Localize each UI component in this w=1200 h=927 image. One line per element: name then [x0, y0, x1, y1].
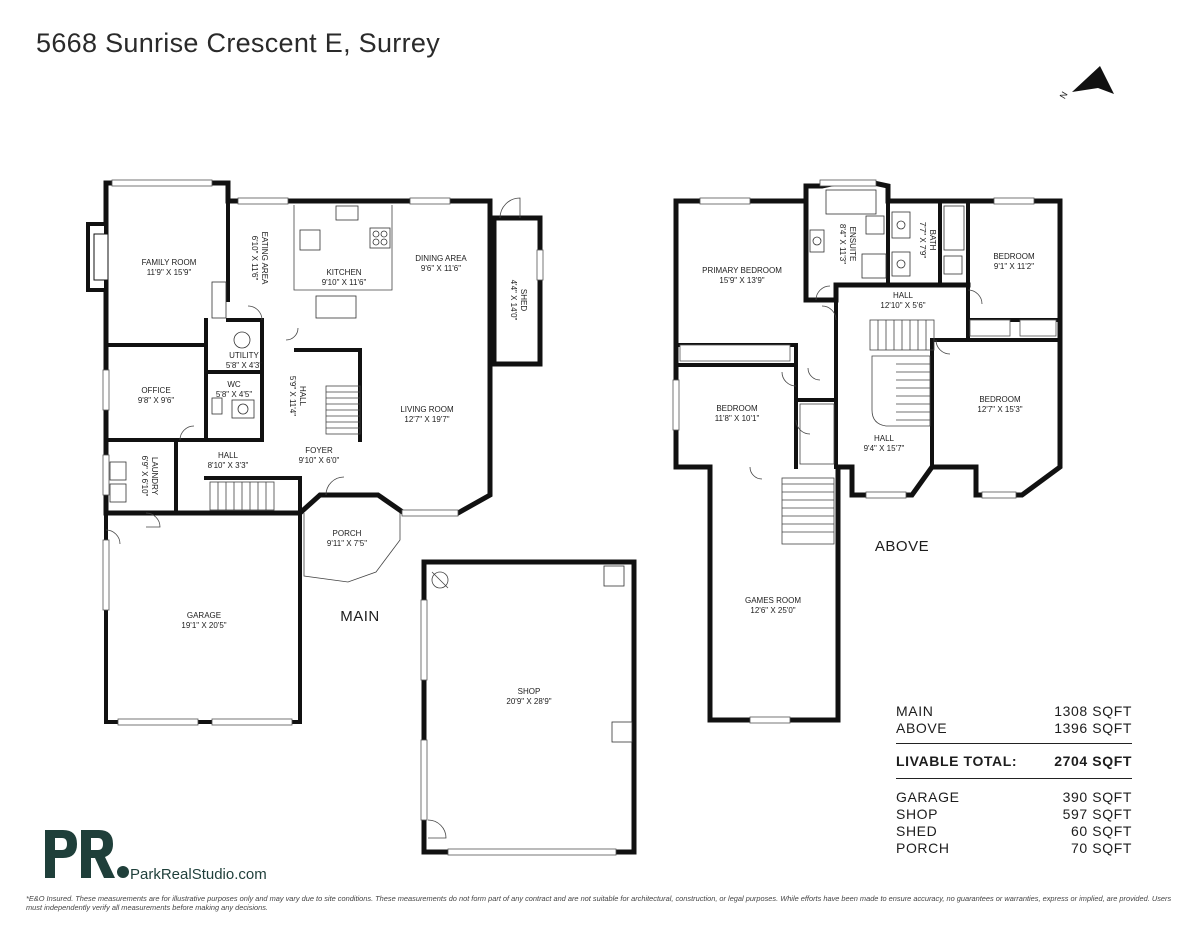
room-eating-size: 6'10" X 11'6"	[250, 235, 259, 281]
area-value: 597 SQFT	[1062, 806, 1132, 822]
compass-label: N	[1057, 89, 1070, 101]
area-label: SHED	[896, 823, 938, 839]
area-total-label: LIVABLE TOTAL:	[896, 753, 1018, 769]
room-primary-size: 15'9" X 13'9"	[719, 276, 765, 285]
room-hall-top-size: 12'10" X 5'6"	[880, 301, 926, 310]
disclaimer-text: *E&O Insured. These measurements are for illustrative purposes only and may vary due to site conditions. These measurements do not form part of any contract and are not suitable for architectural, construction, or legal purposes. While efforts have been made to ensure accuracy, no guarantees or warranties, express or implied, are provided. Users must independently verify all measurements before making any decisions.	[26, 894, 1172, 912]
room-office-name: OFFICE	[141, 386, 171, 395]
area-value: 60 SQFT	[1071, 823, 1132, 839]
room-utility-name: UTILITY	[229, 351, 259, 360]
room-ensuite-size: 8'4" X 11'3"	[838, 223, 847, 265]
room-eating-name: EATING AREA	[260, 231, 269, 285]
room-family-size: 11'9" X 15'9"	[146, 268, 192, 277]
room-shop-size: 20'9" X 28'9"	[506, 697, 552, 706]
room-living-name: LIVING ROOM	[400, 405, 454, 414]
area-label: GARAGE	[896, 789, 960, 805]
area-row	[896, 720, 1132, 737]
room-laundry-size: 6'9" X 6'10"	[140, 455, 149, 497]
area-total-row	[896, 743, 1132, 772]
room-garage-size: 19'1" X 20'5"	[181, 621, 227, 630]
room-wc-size: 5'8" X 4'5"	[215, 390, 253, 399]
room-bedroom-e-name: BEDROOM	[979, 395, 1021, 404]
room-porch-size: 9'11" X 7'5"	[326, 539, 368, 548]
room-foyer-name: FOYER	[305, 446, 333, 455]
area-label: PORCH	[896, 840, 950, 856]
upper-stairs	[782, 320, 934, 544]
room-porch-name: PORCH	[332, 529, 362, 538]
room-dining-size: 9'6" X 11'6"	[420, 264, 462, 273]
room-bath-size: 7'7" X 7'9"	[918, 221, 927, 259]
room-bedroom-w-size: 11'8" X 10'1"	[714, 414, 760, 423]
area-row	[896, 823, 1132, 840]
brand-website: ParkRealStudio.com	[130, 866, 267, 883]
room-games-name: GAMES ROOM	[744, 596, 802, 605]
room-hall-center-size: 5'9" X 11'4"	[288, 375, 297, 417]
area-row	[896, 703, 1132, 720]
room-primary-name: PRIMARY BEDROOM	[702, 266, 782, 275]
room-hall-mid-size: 9'4" X 15'7"	[863, 444, 905, 453]
room-bedroom-ne-size: 9'1" X 11'2"	[993, 262, 1035, 271]
room-wc-name: WC	[227, 380, 241, 389]
floor-label-above: ABOVE	[874, 538, 930, 555]
area-total-value: 2704 SQFT	[1054, 753, 1132, 769]
room-kitchen-name: KITCHEN	[326, 268, 362, 277]
room-hall-mid-name: HALL	[873, 434, 895, 443]
room-bedroom-w-name: BEDROOM	[716, 404, 758, 413]
room-family-name: FAMILY ROOM	[141, 258, 197, 267]
room-utility-size: 5'8" X 4'3"	[225, 361, 263, 370]
room-bedroom-ne-name: BEDROOM	[993, 252, 1035, 261]
area-label: MAIN	[896, 703, 934, 719]
upper-room-labels	[702, 222, 1035, 615]
room-hall-lower-name: HALL	[217, 451, 239, 460]
area-row	[896, 840, 1132, 857]
area-value: 1308 SQFT	[1054, 703, 1132, 719]
compass-north-arrow-icon	[1058, 66, 1114, 101]
room-shop-name: SHOP	[517, 687, 541, 696]
area-value: 390 SQFT	[1062, 789, 1132, 805]
room-foyer-size: 9'10" X 6'0"	[298, 456, 340, 465]
room-games-size: 12'6" X 25'0"	[750, 606, 796, 615]
room-hall-lower-size: 8'10" X 3'3"	[207, 461, 249, 470]
room-living-size: 12'7" X 19'7"	[404, 415, 450, 424]
area-label: SHOP	[896, 806, 939, 822]
area-value: 70 SQFT	[1071, 840, 1132, 856]
room-kitchen-size: 9'10" X 11'6"	[321, 278, 367, 287]
room-bedroom-e-size: 12'7" X 15'3"	[977, 405, 1023, 414]
page-title: 5668 Sunrise Crescent E, Surrey	[36, 28, 440, 58]
area-row	[896, 789, 1132, 806]
room-ensuite-name: ENSUITE	[848, 226, 857, 262]
area-row	[896, 806, 1132, 823]
room-office-size: 9'8" X 9'6"	[137, 396, 175, 405]
room-shed-size: 4'4" X 14'0"	[509, 279, 518, 321]
room-shed-name: SHED	[519, 288, 528, 312]
room-laundry-name: LAUNDRY	[150, 456, 159, 496]
area-value: 1396 SQFT	[1054, 720, 1132, 736]
room-garage-name: GARAGE	[186, 611, 222, 620]
room-bath-name: BATH	[928, 229, 937, 251]
area-label: ABOVE	[896, 720, 948, 736]
room-hall-center-name: HALL	[298, 385, 307, 407]
area-summary-table	[896, 703, 1132, 857]
room-dining-name: DINING AREA	[415, 254, 467, 263]
area-divider	[896, 778, 1132, 779]
room-hall-top-name: HALL	[892, 291, 914, 300]
floor-label-main: MAIN	[340, 608, 380, 625]
